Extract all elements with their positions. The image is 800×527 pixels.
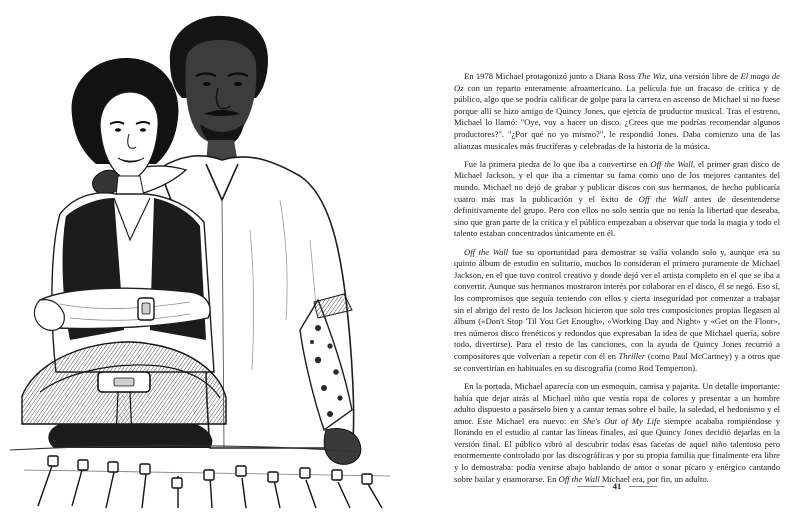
text-run: con un reparto enteramente afroamericano. La película fue un fracaso de crítica y de público, algo que se podría calificar de golpe para la carrera en ascenso de Michael si no fuese porque allí se hizo amigo de Quincy Jones, que ejercía de productor musical. Tras el estreno, Michael lo llamó: "Oye, voy a hacer un disco. ¿Crees que me podrías recomendar algunos productores?". "¿Por qué no yo mismo?", le respondió Jones. Daba comienzo una de las alianzas musicales más fructíferas y celebradas de la historia de la música.: [454, 82, 780, 151]
text-run: siempre acababa rompiéndose y llorando en el estudio al cantar las líneas finales, así que Quincy Jones decidió dejarlas en la versión final. El público vibró al descubrir todas esas facetas de aquel niño talentoso pero enormemente controlado por las discográficas y por su propia familia que finalmente era libre y lo demostraba: podía venirse abajo hablando de amor o sonar pícaro y enérgico cantando sobre bailar y enamorarse. En: [454, 415, 781, 484]
italic-title: Thriller: [618, 351, 646, 362]
body-paragraph: [454, 159, 780, 240]
body-text: [454, 71, 780, 492]
text-run: Michael era, por fin, un adulto.: [599, 473, 709, 484]
footer-rule-left: [577, 486, 605, 487]
text-run: (como Paul McCartney) y a otros que se convertirían en habituales en su discografía (como Rod Temperton).: [454, 351, 781, 373]
text-run: antes de desentenderse definitivamente del grupo. Pero con ellos no solo sentía que no tenía la libertad que deseaba, sino que gran parte de la crítica y el público empezaban a observar que toda la magia y todo el talento estaban concentrados únicamente en él.: [454, 193, 780, 239]
body-paragraph: [454, 247, 780, 375]
text-run: Fue la primera piedra de lo que iba a convertirse en: [464, 158, 651, 169]
text-run: fue su oportunidad para demostrar su valía volando solo y, aunque era su quinto álbum de estudio en solitario, muchos lo consideran el primero puramente de Michael Jackson, en el que tuvo control creativo y donde dejó ver el artista completo en el que se iba a convertir. Aunque sus hermanos mostraron interés por colaborar en el disco, él se negó. Eso sí, los compromisos que seguía teniendo con ellos y cierta inseguridad por comenzar a trabajar sin el abrigo del resto de los Jackson hicieron que solo tres composiciones propias llegasen al álbum («Don't Stop 'Til You Get Enough», «Working Day and Night» y «Get on the Floor», tres números disco frenéticos y redondos que expresaban la idea de que Michael quería, sobre todo, divertirse). Para el resto de las canciones, con la ayuda de Quincy Jones recurrió a compositores que volverían a repetir con él en: [454, 246, 780, 362]
standing-man-face: [186, 40, 257, 144]
italic-title: Off the Wall: [638, 193, 688, 204]
page-number: 41: [612, 481, 622, 491]
text-run: En la portada, Michael aparecía con un esmoquin, camisa y pajarita. Un detalle importante: había que dejar atrás al Michael niño que vestía ropa de colores y presentar a un hombre adulto dispuesto a pasárselo bien y a cantar temas sobre el baile, la soledad, el hedonismo y el amor. Este Michael era nuevo: en: [454, 380, 780, 426]
body-paragraph: [454, 381, 780, 485]
italic-title: Off the Wall: [464, 246, 509, 257]
footer-rule-right: [629, 486, 657, 487]
italic-title: She's Out of My Life: [582, 415, 661, 426]
body-paragraph: [454, 71, 780, 152]
page-footer: [454, 480, 780, 492]
italic-title: El mago de Oz: [454, 71, 780, 93]
text-run: , una versión libre de: [665, 71, 741, 81]
console-faders: [38, 456, 382, 508]
text-page: [440, 0, 800, 527]
italic-title: Off the Wall: [558, 473, 600, 484]
italic-title: Off the Wall: [650, 158, 693, 169]
text-run: , el primer gran disco de Michael Jackson, y el que iba a cimentar su fama como uno de los mejores cantantes del mundo. Michael no dejó de grabar y publicar discos con sus hermanos, de hecho publicaría cuatro más tras la publicación y el éxito de: [454, 158, 780, 204]
standing-man-hand: [324, 429, 361, 465]
text-run: En 1978 Michael protagonizó junto a Diana Ross: [464, 71, 638, 81]
italic-title: The Wiz: [637, 71, 666, 81]
